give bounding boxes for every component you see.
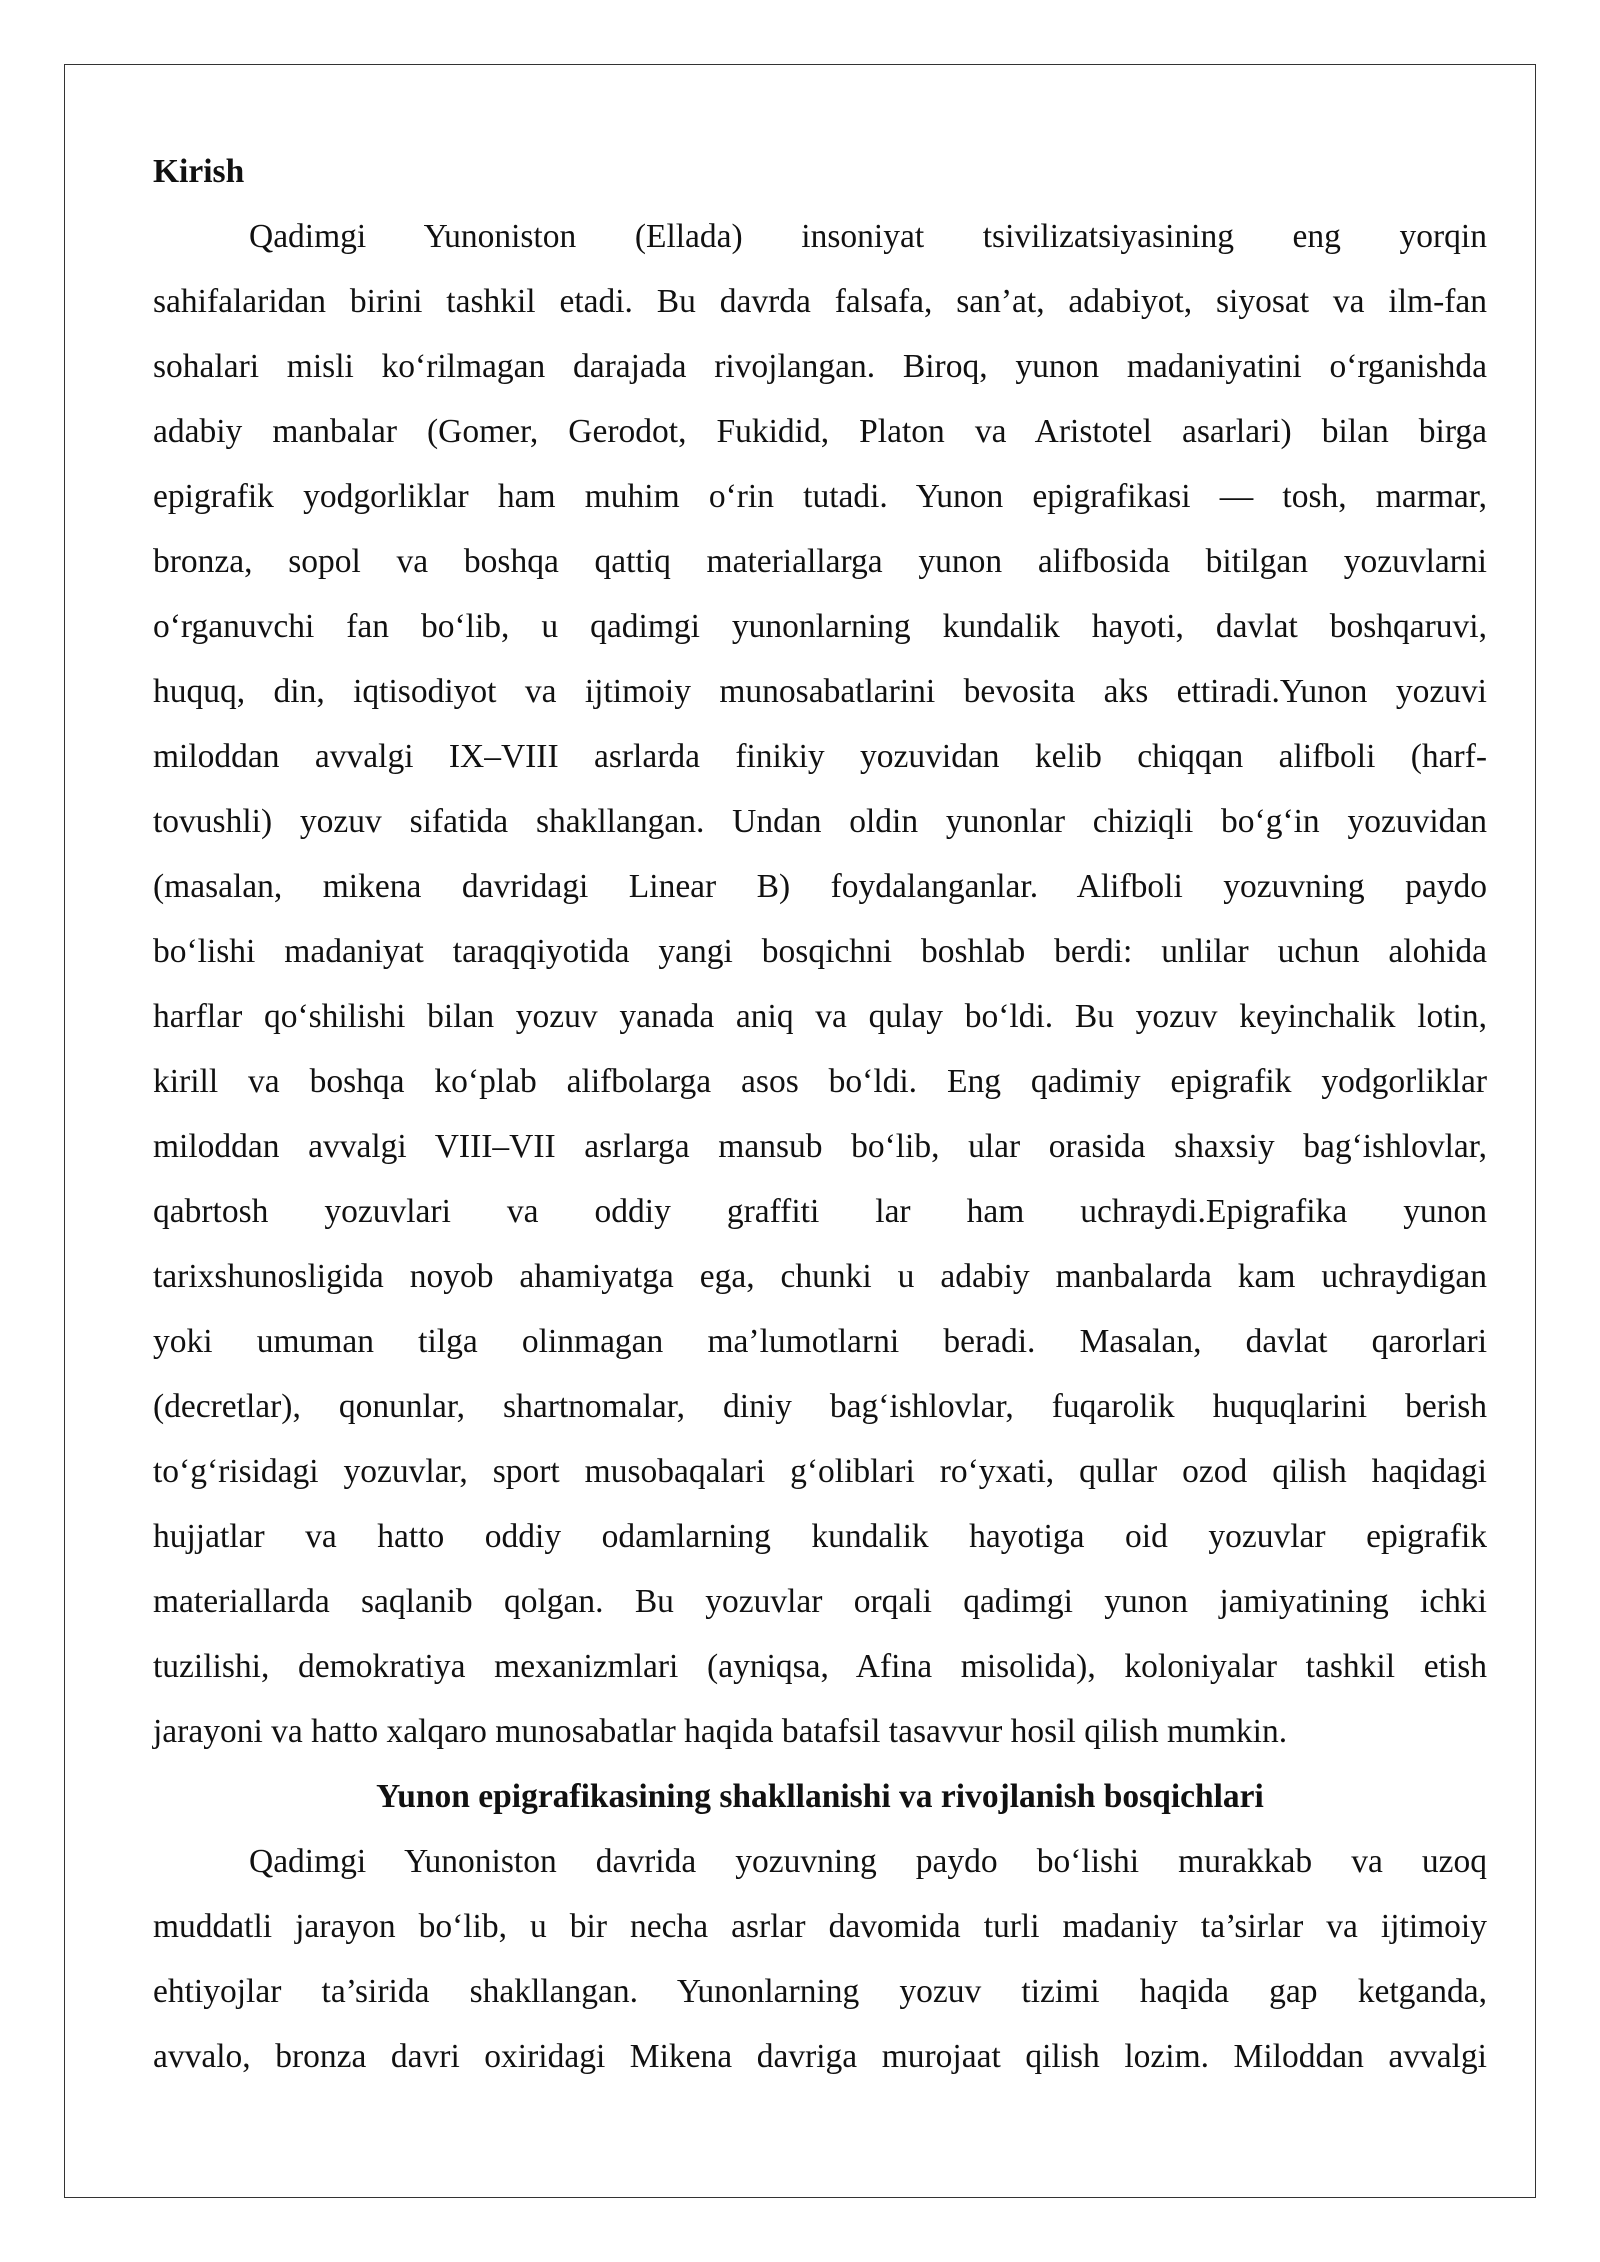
document-body	[153, 139, 1487, 2089]
paragraph-line: hujjatlar va hatto oddiy odamlarning kundalik hayotiga oid yozuvlar epigrafik	[153, 1518, 1487, 1555]
paragraph-line: harflar qoʻshilishi bilan yozuv yanada aniq va qulay boʻldi. Bu yozuv keyinchalik lotin,	[153, 998, 1487, 1035]
paragraph-line: muddatli jarayon boʻlib, u bir necha asrlar davomida turli madaniy ta’sirlar va ijtimoiy	[153, 1908, 1487, 1945]
paragraph-line: tovushli) yozuv sifatida shakllangan. Undan oldin yunonlar chiziqli boʻgʻin yozuvidan	[153, 803, 1487, 840]
section-heading: Yunon epigrafikasining shakllanishi va rivojlanish bosqichlari	[376, 1778, 1264, 1815]
paragraph-line: avvalo, bronza davri oxiridagi Mikena davriga murojaat qilish lozim. Miloddan avvalgi	[153, 2038, 1487, 2075]
paragraph-line: bronza, sopol va boshqa qattiq materiallarga yunon alifbosida bitilgan yozuvlarni	[153, 543, 1487, 580]
section-paragraph	[153, 1829, 1487, 2089]
paragraph-line: qabrtosh yozuvlari va oddiy graffiti lar ham uchraydi.Epigrafika yunon	[153, 1193, 1487, 1230]
paragraph-line: miloddan avvalgi IX–VIII asrlarda finikiy yozuvidan kelib chiqqan alifboli (harf-	[153, 738, 1487, 775]
intro-paragraph	[153, 204, 1487, 1764]
paragraph-line: (masalan, mikena davridagi Linear B) foydalanganlar. Alifboli yozuvning paydo	[153, 868, 1487, 905]
paragraph-line: tuzilishi, demokratiya mexanizmlari (ayniqsa, Afina misolida), koloniyalar tashkil etish	[153, 1648, 1487, 1685]
paragraph-line: adabiy manbalar (Gomer, Gerodot, Fukidid, Platon va Aristotel asarlari) bilan birga	[153, 413, 1487, 450]
paragraph-line: yoki umuman tilga olinmagan ma’lumotlarni beradi. Masalan, davlat qarorlari	[153, 1323, 1487, 1360]
paragraph-line: ehtiyojlar ta’sirida shakllangan. Yunonlarning yozuv tizimi haqida gap ketganda,	[153, 1973, 1487, 2010]
paragraph-line: huquq, din, iqtisodiyot va ijtimoiy munosabatlarini bevosita aks ettiradi.Yunon yozuvi	[153, 673, 1487, 710]
paragraph-last-line: jarayoni va hatto xalqaro munosabatlar haqida batafsil tasavvur hosil qilish mumkin.	[153, 1713, 1288, 1750]
paragraph-line: epigrafik yodgorliklar ham muhim oʻrin tutadi. Yunon epigrafikasi — tosh, marmar,	[153, 478, 1487, 515]
paragraph-line: sohalari misli koʻrilmagan darajada rivojlangan. Biroq, yunon madaniyatini oʻrganishda	[153, 348, 1487, 385]
paragraph-line: Qadimgi Yunoniston davrida yozuvning paydo boʻlishi murakkab va uzoq	[249, 1843, 1487, 1880]
paragraph-line: toʻgʻrisidagi yozuvlar, sport musobaqalari gʻoliblari roʻyxati, qullar ozod qilish haqidagi	[153, 1453, 1487, 1490]
paragraph-line: sahifalaridan birini tashkil etadi. Bu davrda falsafa, san’at, adabiyot, siyosat va ilm-fan	[153, 283, 1487, 320]
paragraph-line: boʻlishi madaniyat taraqqiyotida yangi bosqichni boshlab berdi: unlilar uchun alohida	[153, 933, 1487, 970]
paragraph-line: tarixshunosligida noyob ahamiyatga ega, chunki u adabiy manbalarda kam uchraydigan	[153, 1258, 1487, 1295]
paragraph-line: miloddan avvalgi VIII–VII asrlarga mansub boʻlib, ular orasida shaxsiy bagʻishlovlar,	[153, 1128, 1487, 1165]
paragraph-line: (decretlar), qonunlar, shartnomalar, diniy bagʻishlovlar, fuqarolik huquqlarini berish	[153, 1388, 1487, 1425]
paragraph-line: oʻrganuvchi fan boʻlib, u qadimgi yunonlarning kundalik hayoti, davlat boshqaruvi,	[153, 608, 1487, 645]
paragraph-line: kirill va boshqa koʻplab alifbolarga asos boʻldi. Eng qadimiy epigrafik yodgorliklar	[153, 1063, 1487, 1100]
paragraph-line: Qadimgi Yunoniston (Ellada) insoniyat tsivilizatsiyasining eng yorqin	[249, 218, 1487, 255]
intro-heading: Kirish	[153, 153, 245, 190]
paragraph-line: materiallarda saqlanib qolgan. Bu yozuvlar orqali qadimgi yunon jamiyatining ichki	[153, 1583, 1487, 1620]
